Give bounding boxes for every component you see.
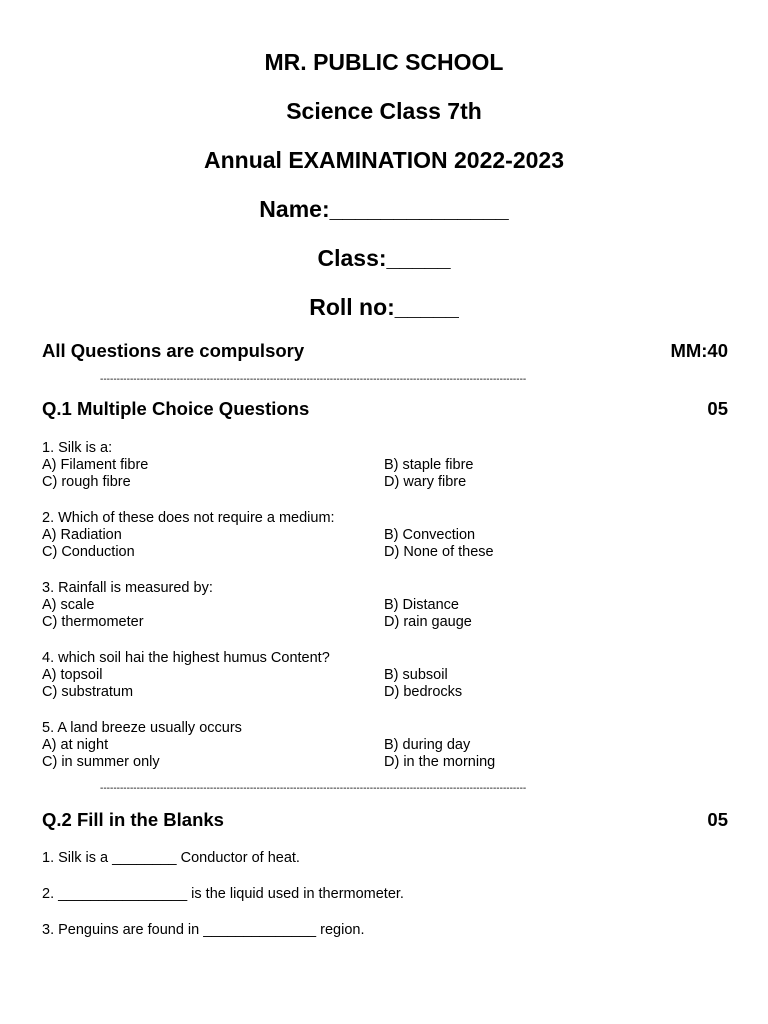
exam-title: Annual EXAMINATION 2022-2023 <box>203 147 564 173</box>
option-b: B) Distance <box>384 597 459 613</box>
option-b: B) during day <box>384 737 471 753</box>
option-c: C) in summer only <box>42 754 160 770</box>
option-b: B) subsoil <box>384 667 448 683</box>
option-a: A) scale <box>42 597 95 613</box>
option-d: D) bedrocks <box>384 684 463 700</box>
option-c: C) Conduction <box>42 544 135 560</box>
fill-blank-question-1: 1. Silk is a ________ Conductor of heat. <box>42 850 300 866</box>
option-a: A) at night <box>42 737 109 753</box>
section2-header <box>42 809 728 831</box>
option-b: B) staple fibre <box>384 457 474 473</box>
fill-blank-question-2: 2. ________________ is the liquid used in thermometer. <box>42 886 404 902</box>
question-text: 1. Silk is a: <box>42 440 113 456</box>
mcq-question-1 <box>42 440 728 491</box>
option-b: B) Convection <box>384 527 476 543</box>
section1-header <box>42 398 728 420</box>
option-c: C) substratum <box>42 684 134 700</box>
section2-marks: 05 <box>707 809 728 830</box>
question-text: 3. Rainfall is measured by: <box>42 580 213 596</box>
question-text: 2. Which of these does not require a medium: <box>42 510 335 526</box>
mcq-question-2 <box>42 510 728 561</box>
option-d: D) None of these <box>384 544 494 560</box>
option-d: D) wary fibre <box>384 474 467 490</box>
question-text: 5. A land breeze usually occurs <box>42 720 242 736</box>
max-marks: MM:40 <box>670 340 728 361</box>
option-c: C) thermometer <box>42 614 144 630</box>
mcq-question-3 <box>42 580 728 631</box>
option-a: A) Filament fibre <box>42 457 149 473</box>
question-text: 4. which soil hai the highest humus Content? <box>42 650 330 666</box>
option-d: D) rain gauge <box>384 614 472 630</box>
school-name: MR. PUBLIC SCHOOL <box>264 49 504 75</box>
instructions-row <box>42 340 728 362</box>
mcq-question-5 <box>42 720 728 771</box>
option-d: D) in the morning <box>384 754 496 770</box>
fill-blank-question-3: 3. Penguins are found in ______________ region. <box>42 922 365 938</box>
separator-line: -------------------------------------------------------------------------------------------------------------------------------- <box>100 784 527 794</box>
mcq-question-4 <box>42 650 728 701</box>
option-a: A) Radiation <box>42 527 122 543</box>
roll-no-field: Roll no:_____ <box>309 294 459 320</box>
option-c: C) rough fibre <box>42 474 131 490</box>
section1-marks: 05 <box>707 398 728 419</box>
section1-title: Q.1 Multiple Choice Questions <box>42 398 310 419</box>
subject-title: Science Class 7th <box>286 98 482 124</box>
separator-line: -------------------------------------------------------------------------------------------------------------------------------- <box>100 375 527 385</box>
option-a: A) topsoil <box>42 667 103 683</box>
class-field: Class:_____ <box>317 245 451 271</box>
instructions-text: All Questions are compulsory <box>42 340 305 361</box>
name-field: Name:______________ <box>259 196 509 222</box>
section2-title: Q.2 Fill in the Blanks <box>42 809 224 830</box>
